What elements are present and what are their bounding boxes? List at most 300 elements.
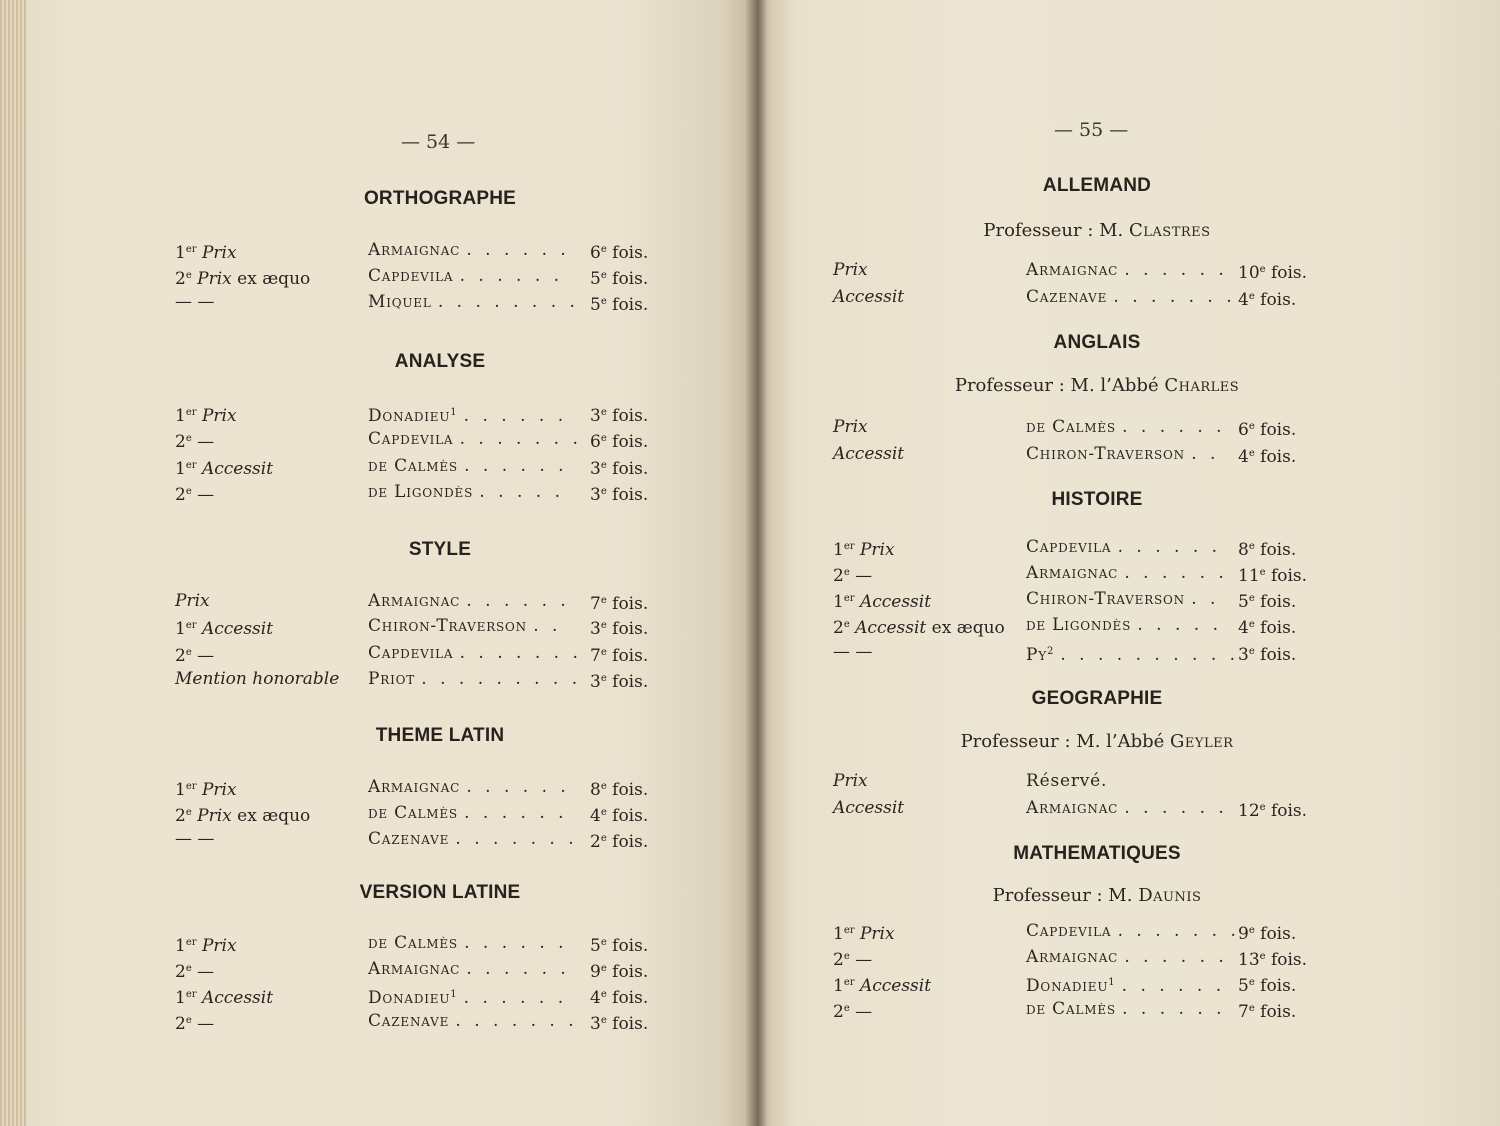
rank-number: 1 — [833, 592, 844, 612]
times-number: 2 — [590, 832, 601, 852]
award-extra: — — [197, 432, 215, 452]
student-name-text: de Calmès — [368, 456, 458, 476]
times-suffix: e — [1248, 291, 1255, 302]
leader-dots: . . . . . — [1137, 615, 1222, 635]
rank-number: 2 — [175, 432, 186, 452]
rank-number: 2 — [833, 566, 844, 586]
professor-name: Daunis — [1138, 885, 1202, 906]
rank-number: 1 — [175, 459, 186, 479]
award-label — [175, 931, 237, 958]
student-name-text: Donadieu — [368, 406, 451, 426]
award-row — [757, 535, 1500, 559]
rank-number: 2 — [175, 646, 186, 666]
professor-line — [961, 731, 1234, 752]
leader-dots: . . . . . . — [466, 591, 570, 611]
times-word: fois. — [1270, 566, 1308, 586]
times-count — [590, 801, 648, 828]
leader-dots: . . . . . . . . — [437, 292, 579, 312]
professor-label: Professeur : M. l’Abbé — [960, 731, 1165, 752]
times-suffix: e — [1248, 541, 1255, 552]
award-type: Prix — [175, 591, 210, 611]
student-name-text: Donadieu — [368, 988, 451, 1008]
times-suffix: e — [600, 673, 607, 684]
section-title: ANALYSE — [394, 351, 486, 372]
times-word: fois. — [612, 432, 649, 452]
student-name — [1026, 258, 1228, 282]
leader-dots: . . . . . . — [1124, 563, 1228, 583]
times-suffix: e — [600, 595, 607, 606]
times-count — [1238, 796, 1307, 823]
award-type: Accessit — [859, 976, 932, 996]
section-title: VERSION LATINE — [359, 882, 521, 903]
times-word: fois. — [612, 619, 649, 639]
times-number: 4 — [590, 806, 601, 826]
award-extra: — — [855, 950, 873, 970]
award-row — [757, 997, 1500, 1021]
times-number: 3 — [590, 1014, 601, 1034]
student-name-text: Chiron-Traverson — [368, 616, 527, 636]
award-row — [0, 480, 757, 504]
student-name — [368, 827, 578, 851]
student-name-text: de Ligondès — [1026, 615, 1132, 635]
award-row — [0, 957, 757, 981]
times-count — [590, 614, 648, 641]
times-suffix: e — [600, 296, 607, 307]
times-number: 11 — [1238, 566, 1260, 586]
award-row — [0, 641, 757, 665]
times-word: fois. — [612, 672, 649, 692]
award-type: Accessit — [859, 592, 932, 612]
times-count — [1238, 285, 1296, 312]
times-suffix: e — [600, 407, 607, 418]
times-count — [590, 589, 648, 616]
award-row — [0, 667, 757, 691]
times-suffix: e — [600, 270, 607, 281]
section-title: ANGLAIS — [1053, 332, 1141, 353]
award-label — [175, 775, 237, 802]
award-type: Accessit — [833, 444, 905, 464]
award-label — [175, 480, 214, 507]
rank-number: 2 — [833, 618, 844, 638]
rank-number: 2 — [175, 485, 186, 505]
times-word: fois. — [612, 936, 649, 956]
times-count — [590, 238, 648, 265]
student-name — [368, 264, 563, 288]
award-type: Prix — [201, 936, 237, 956]
award-label — [833, 640, 872, 664]
rank-number: 1 — [175, 406, 186, 426]
times-suffix: e — [600, 244, 607, 255]
rank-number: 2 — [175, 269, 186, 289]
rank-suffix: er — [185, 244, 197, 255]
award-label — [833, 919, 895, 946]
times-count — [590, 427, 648, 454]
student-name — [368, 401, 567, 428]
award-row — [757, 561, 1500, 585]
times-number: 13 — [1238, 950, 1260, 970]
times-number: 5 — [590, 269, 601, 289]
times-number: 3 — [590, 459, 601, 479]
award-label — [833, 415, 868, 439]
times-suffix: e — [1248, 977, 1255, 988]
rank-suffix: e — [843, 951, 850, 962]
times-word: fois. — [1260, 1002, 1297, 1022]
times-suffix: e — [600, 620, 607, 631]
times-suffix: e — [600, 486, 607, 497]
award-extra: — — — [175, 292, 215, 312]
times-suffix: e — [1259, 802, 1266, 813]
award-row — [757, 769, 1500, 793]
award-row — [757, 587, 1500, 611]
times-suffix: e — [1259, 567, 1266, 578]
times-number: 10 — [1238, 263, 1260, 283]
award-label — [175, 641, 214, 668]
award-row — [0, 264, 757, 288]
leader-dots: . . . . . . — [1117, 537, 1222, 557]
student-name — [368, 775, 570, 799]
award-type: Accessit — [201, 619, 274, 639]
rank-suffix: e — [185, 807, 192, 818]
award-label — [833, 613, 1005, 640]
professor-label: Professeur : M. l’Abbé — [954, 375, 1159, 396]
times-count — [1238, 997, 1296, 1024]
times-suffix: e — [1248, 593, 1255, 604]
times-number: 5 — [590, 295, 601, 315]
student-name-text: Réservé. — [1026, 771, 1108, 791]
times-number: 5 — [1238, 592, 1249, 612]
times-number: 3 — [590, 406, 601, 426]
times-suffix: e — [1248, 925, 1255, 936]
times-suffix: e — [600, 460, 607, 471]
award-row — [757, 971, 1500, 995]
student-name-text: Chiron-Traverson — [1026, 589, 1185, 609]
times-suffix: e — [600, 781, 607, 792]
leader-dots: . . . . . . . — [459, 643, 582, 663]
times-word: fois. — [1260, 290, 1297, 310]
award-row — [757, 258, 1500, 282]
times-count — [1238, 971, 1296, 998]
leader-dots: . . . . . . — [1121, 976, 1226, 996]
student-name-text: Cazenave — [1026, 287, 1108, 307]
times-word: fois. — [612, 806, 649, 826]
rank-suffix: er — [185, 460, 197, 471]
award-extra: ex æquo — [237, 806, 311, 826]
award-label — [833, 587, 931, 614]
times-word: fois. — [612, 1014, 649, 1034]
times-number: 8 — [590, 780, 601, 800]
times-number: 3 — [590, 485, 601, 505]
student-name — [368, 957, 570, 981]
times-word: fois. — [612, 243, 649, 263]
times-count — [1238, 561, 1307, 588]
times-suffix: e — [600, 963, 607, 974]
student-name — [1026, 415, 1226, 439]
leader-dots: . . . . . . — [1122, 417, 1226, 437]
leader-dots: . . . . . . . — [455, 1011, 578, 1031]
times-number: 5 — [1238, 976, 1249, 996]
award-type: Prix — [197, 806, 232, 826]
student-name — [368, 290, 579, 314]
times-suffix: e — [600, 647, 607, 658]
award-label — [175, 238, 237, 265]
times-word: fois. — [1260, 447, 1297, 467]
leader-dots: . . . . . . — [1124, 798, 1228, 818]
award-label — [175, 983, 273, 1010]
times-count — [590, 827, 648, 854]
award-label — [175, 454, 273, 481]
student-name-text: de Calmès — [368, 803, 458, 823]
rank-suffix: e — [843, 567, 850, 578]
rank-number: 2 — [175, 1014, 186, 1034]
award-label — [175, 801, 310, 828]
student-name — [1026, 587, 1219, 611]
rank-suffix: e — [185, 433, 192, 444]
times-count — [1238, 258, 1307, 285]
rank-suffix: er — [185, 989, 197, 1000]
student-name — [1026, 285, 1236, 309]
times-word: fois. — [1270, 263, 1308, 283]
student-name — [1026, 796, 1228, 820]
rank-number: 2 — [175, 962, 186, 982]
times-word: fois. — [1260, 618, 1297, 638]
award-row — [757, 640, 1500, 664]
award-row — [757, 919, 1500, 943]
student-name — [368, 931, 568, 955]
professor-label: Professeur : M. — [992, 885, 1133, 906]
times-count — [590, 401, 648, 428]
student-name — [368, 801, 568, 825]
award-extra: — — [197, 485, 215, 505]
leader-dots: . . . . . . — [466, 959, 570, 979]
times-suffix: e — [1259, 264, 1266, 275]
award-type: Prix — [201, 780, 237, 800]
professor-line — [993, 885, 1202, 906]
rank-suffix: er — [843, 977, 855, 988]
times-number: 6 — [1238, 420, 1249, 440]
rank-number: 1 — [175, 780, 186, 800]
leader-dots: . . . . . . — [464, 803, 568, 823]
award-row — [757, 613, 1500, 637]
student-name — [368, 589, 570, 613]
times-word: fois. — [1260, 976, 1297, 996]
times-suffix: e — [1248, 1003, 1255, 1014]
rank-number: 1 — [175, 619, 186, 639]
rank-number: 1 — [175, 936, 186, 956]
award-label — [833, 285, 904, 309]
award-type: Prix — [201, 406, 237, 426]
professor-line — [983, 220, 1210, 241]
student-name-text: Armaignac — [1026, 563, 1119, 583]
award-row — [0, 801, 757, 825]
times-count — [1238, 442, 1296, 469]
student-name-text: Chiron-Traverson — [1026, 444, 1185, 464]
times-count — [590, 264, 648, 291]
times-number: 5 — [590, 936, 601, 956]
section-title: THEME LATIN — [375, 725, 505, 746]
section-title: GEOGRAPHIE — [1031, 688, 1163, 709]
student-name-text: Miquel — [368, 292, 432, 312]
rank-suffix: er — [185, 620, 197, 631]
times-word: fois. — [612, 832, 649, 852]
award-label — [175, 264, 310, 291]
rank-suffix: e — [185, 1015, 192, 1026]
times-word: fois. — [1260, 592, 1297, 612]
times-word: fois. — [612, 780, 649, 800]
rank-number: 1 — [175, 243, 186, 263]
award-label — [833, 796, 904, 820]
student-name-text: Priot — [368, 669, 416, 689]
award-label — [833, 258, 868, 282]
section-title: STYLE — [408, 539, 472, 560]
professor-name: Clastres — [1129, 220, 1211, 241]
leader-dots: . . . . . . — [463, 988, 568, 1008]
award-extra: — — — [175, 829, 215, 849]
leader-dots: . . . . . . . — [459, 429, 582, 449]
times-count — [590, 775, 648, 802]
footnote-mark: 1 — [450, 407, 458, 418]
student-name-text: Armaignac — [368, 240, 461, 260]
times-count — [590, 480, 648, 507]
award-extra: — — [855, 1002, 873, 1022]
rank-number: 2 — [833, 950, 844, 970]
rank-suffix: er — [185, 781, 197, 792]
student-name — [368, 454, 568, 478]
student-name — [1026, 442, 1219, 466]
times-count — [590, 290, 648, 317]
times-word: fois. — [612, 459, 649, 479]
times-count — [1238, 640, 1296, 667]
leader-dots: . . . . . . — [466, 240, 570, 260]
rank-suffix: er — [185, 407, 197, 418]
times-word: fois. — [612, 594, 649, 614]
award-label — [833, 997, 872, 1024]
footnote-mark: 2 — [1046, 646, 1055, 657]
student-name-text: Py — [1026, 645, 1047, 665]
times-suffix: e — [600, 1015, 607, 1026]
student-name-text: Cazenave — [368, 829, 450, 849]
rank-number: 1 — [833, 976, 844, 996]
book-gutter — [745, 0, 767, 1126]
leader-dots: . . . . . . — [466, 777, 570, 797]
times-count — [590, 957, 648, 984]
times-suffix: e — [1248, 421, 1255, 432]
rank-suffix: e — [185, 963, 192, 974]
rank-suffix: er — [843, 541, 855, 552]
award-extra: ex æquo — [237, 269, 311, 289]
student-name-text: Armaignac — [368, 959, 461, 979]
times-word: fois. — [1260, 540, 1297, 560]
student-name-text: Capdevila — [1026, 921, 1112, 941]
award-label — [833, 769, 868, 793]
leader-dots: . . . . . . . . . — [421, 669, 582, 689]
leader-dots: . . . . . . — [459, 266, 564, 286]
times-number: 7 — [590, 594, 601, 614]
times-word: fois. — [1260, 645, 1297, 665]
award-label — [175, 589, 210, 613]
leader-dots: . . . . . . . — [1117, 921, 1240, 941]
times-count — [1238, 587, 1296, 614]
award-type: Accessit — [855, 618, 927, 638]
leader-dots: . . — [1191, 444, 1220, 464]
times-number: 7 — [1238, 1002, 1249, 1022]
professor-name: Charles — [1164, 375, 1240, 396]
professor-line — [955, 375, 1239, 396]
student-name-text: Armaignac — [1026, 798, 1119, 818]
times-word: fois. — [1270, 801, 1308, 821]
times-number: 4 — [1238, 447, 1249, 467]
times-suffix: e — [1248, 646, 1255, 657]
times-word: fois. — [612, 269, 649, 289]
student-name-text: de Calmès — [1026, 417, 1116, 437]
award-label — [175, 614, 273, 641]
award-type: Accessit — [833, 798, 905, 818]
student-name-text: Capdevila — [1026, 537, 1112, 557]
times-number: 4 — [590, 988, 601, 1008]
times-count — [590, 641, 648, 668]
footnote-mark: 1 — [450, 989, 458, 1000]
times-count — [590, 667, 648, 694]
student-name-text: Capdevila — [368, 266, 454, 286]
student-name-text: Capdevila — [368, 643, 454, 663]
professor-name: Geyler — [1170, 731, 1234, 752]
award-row — [757, 415, 1500, 439]
award-row — [0, 427, 757, 451]
section-title: ALLEMAND — [1042, 175, 1152, 196]
award-label — [175, 1009, 214, 1036]
times-number: 7 — [590, 646, 601, 666]
student-name-text: de Calmès — [368, 933, 458, 953]
section-title: HISTOIRE — [1051, 489, 1143, 510]
leader-dots: . . . . . . — [1122, 999, 1226, 1019]
leader-dots: . . . . . . . — [455, 829, 578, 849]
award-label — [833, 561, 872, 588]
student-name-text: Armaignac — [368, 591, 461, 611]
leader-dots: . . . . . . — [463, 406, 568, 426]
award-row — [0, 589, 757, 613]
times-suffix: e — [600, 937, 607, 948]
student-name — [1026, 561, 1228, 585]
times-count — [1238, 415, 1296, 442]
times-suffix: e — [1248, 448, 1255, 459]
times-count — [590, 454, 648, 481]
rank-number: 1 — [833, 540, 844, 560]
times-count — [1238, 919, 1296, 946]
leader-dots: . . — [1191, 589, 1220, 609]
award-type: Prix — [859, 924, 895, 944]
rank-suffix: e — [185, 270, 192, 281]
rank-suffix: er — [843, 925, 855, 936]
award-label — [833, 442, 904, 466]
award-extra: — — [197, 646, 215, 666]
award-row — [0, 827, 757, 851]
page-number: — 55 — — [1054, 119, 1129, 141]
award-row — [757, 285, 1500, 309]
times-count — [590, 931, 648, 958]
award-label — [833, 945, 872, 972]
award-row — [0, 1009, 757, 1033]
award-label — [175, 827, 214, 851]
rank-suffix: e — [843, 1003, 850, 1014]
times-word: fois. — [612, 295, 649, 315]
award-extra: — — [197, 1014, 215, 1034]
leader-dots: . . . . . . . . . . — [1060, 645, 1240, 665]
award-type: Prix — [201, 243, 237, 263]
award-row — [757, 796, 1500, 820]
times-number: 8 — [1238, 540, 1249, 560]
student-name — [368, 983, 567, 1010]
award-type: Accessit — [201, 988, 274, 1008]
award-label — [175, 957, 214, 984]
